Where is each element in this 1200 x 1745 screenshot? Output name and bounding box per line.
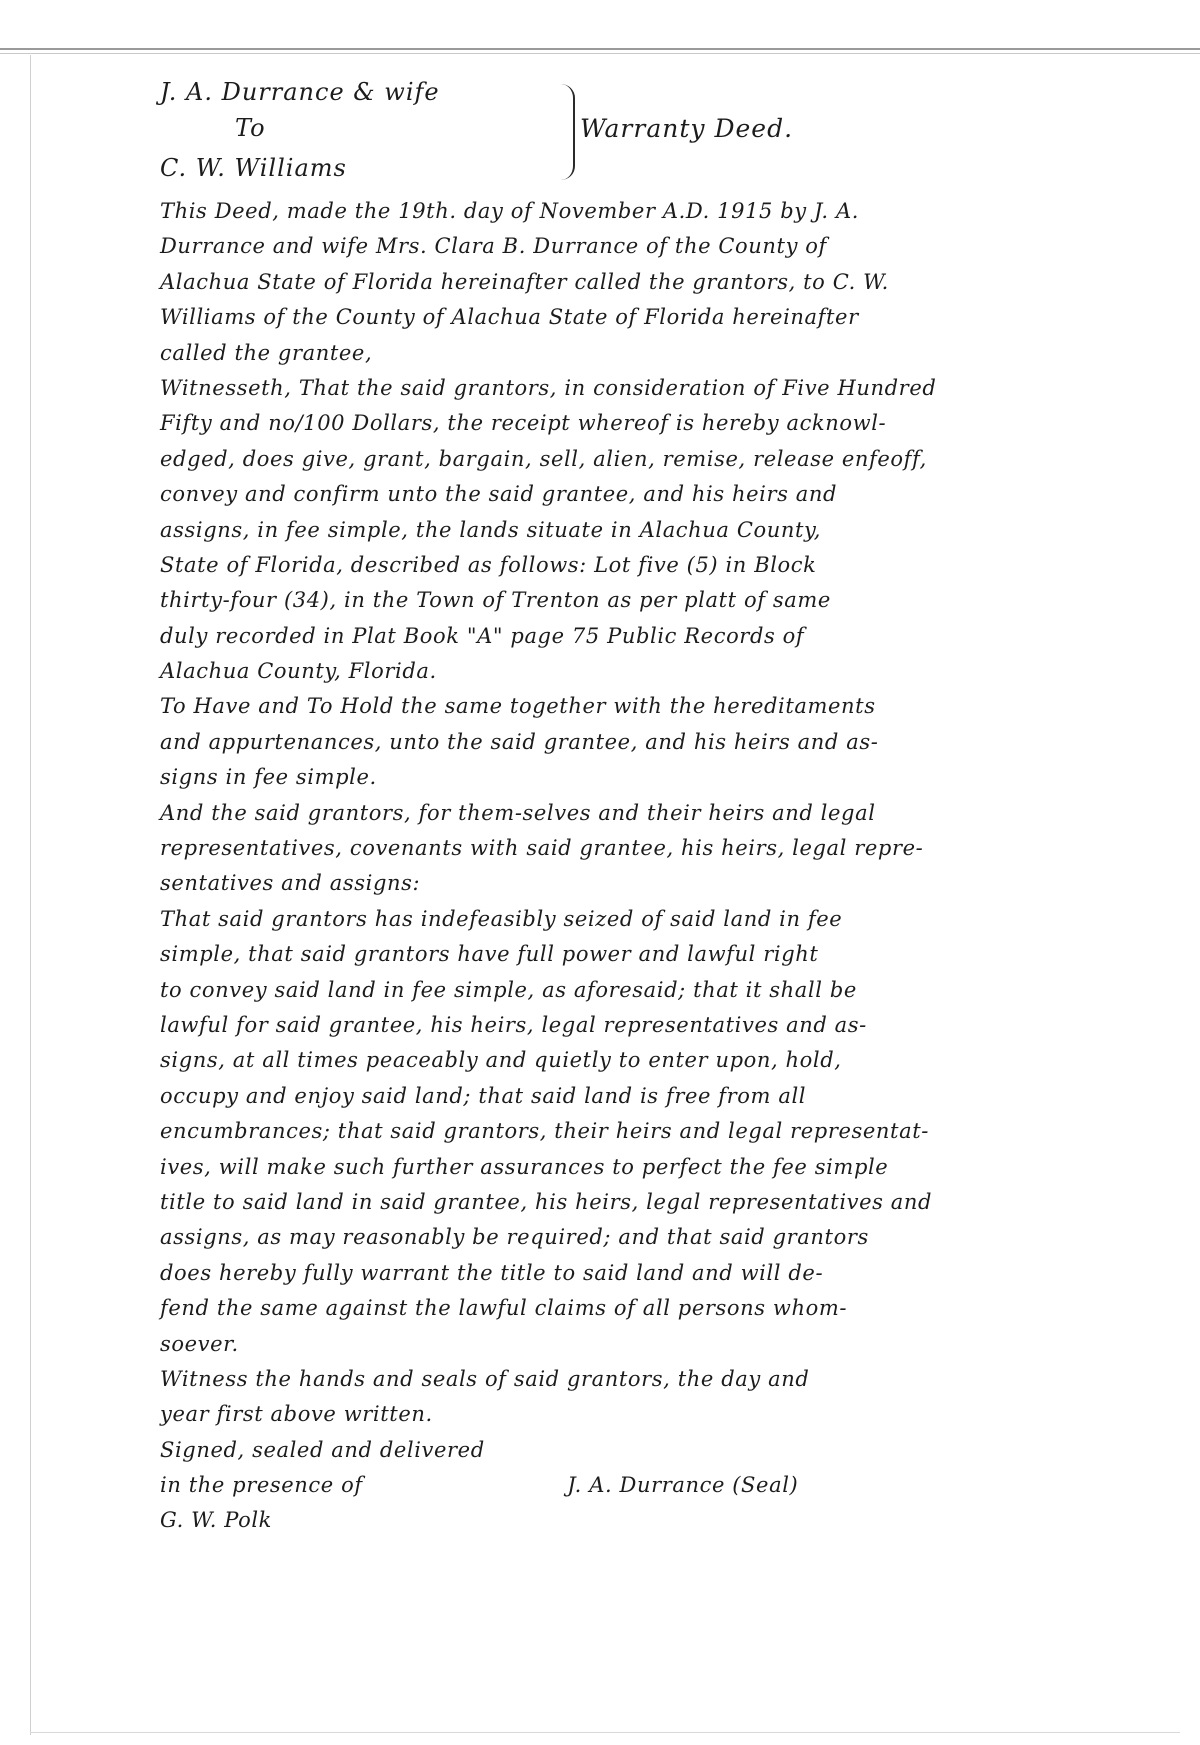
deed-line: to convey said land in fee simple, as aforesaid; that it shall be bbox=[160, 977, 857, 1002]
deed-line: soever. bbox=[160, 1331, 239, 1356]
heading-brace bbox=[555, 84, 575, 180]
deed-line: simple, that said grantors have full power and lawful right bbox=[160, 942, 819, 967]
deed-line: signs in fee simple. bbox=[160, 765, 377, 790]
deed-line: called the grantee, bbox=[160, 340, 373, 365]
deed-line: title to said land in said grantee, his heirs, legal representatives and bbox=[160, 1189, 933, 1214]
deed-line: To Have and To Hold the same together with the hereditaments bbox=[160, 694, 876, 719]
deed-line: That said grantors has indefeasibly seized of said land in fee bbox=[160, 906, 843, 931]
deed-lines bbox=[160, 194, 1160, 1468]
left-margin-rule bbox=[30, 55, 31, 1735]
deed-body-text bbox=[160, 194, 1160, 1539]
deed-line: assigns, as may reasonably be required; and that said grantors bbox=[160, 1225, 869, 1250]
deed-line: convey and confirm unto the said grantee, and his heirs and bbox=[160, 482, 838, 507]
deed-line: Witness the hands and seals of said grantors, the day and bbox=[160, 1366, 810, 1391]
deed-line: occupy and enjoy said land; that said land is free from all bbox=[160, 1083, 807, 1108]
deed-line: Williams of the County of Alachua State of Florida hereinafter bbox=[160, 305, 859, 330]
grantor-signature: J. A. Durrance (Seal) bbox=[567, 1473, 799, 1498]
deed-line: representatives, covenants with said grantee, his heirs, legal repre- bbox=[160, 836, 924, 861]
to-word: To bbox=[235, 114, 266, 142]
deed-line: fend the same against the lawful claims of all persons whom- bbox=[160, 1296, 848, 1321]
deed-line: thirty-four (34), in the Town of Trenton as per platt of same bbox=[160, 588, 831, 613]
deed-line: encumbrances; that said grantors, their heirs and legal representat- bbox=[160, 1119, 929, 1144]
deed-line: Signed, sealed and delivered bbox=[160, 1437, 485, 1462]
grantee-name: C. W. Williams bbox=[160, 154, 347, 182]
deed-line: Fifty and no/100 Dollars, the receipt whereof is hereby acknowl- bbox=[160, 411, 887, 436]
deed-line: year first above written. bbox=[160, 1402, 433, 1427]
deed-line: Alachua State of Florida hereinafter called the grantors, to C. W. bbox=[160, 269, 889, 294]
witness-line bbox=[160, 1503, 1160, 1538]
deed-line: Alachua County, Florida. bbox=[160, 659, 437, 684]
deed-line: lawful for said grantee, his heirs, legal representatives and as- bbox=[160, 1012, 867, 1037]
deed-line: And the said grantors, for them-selves and their heirs and legal bbox=[160, 800, 876, 825]
deed-line: duly recorded in Plat Book "A" page 75 Public Records of bbox=[160, 623, 805, 648]
deed-line: sentatives and assigns: bbox=[160, 871, 421, 896]
bottom-edge-rule bbox=[30, 1732, 1180, 1733]
deed-line: signs, at all times peaceably and quietly to enter upon, hold, bbox=[160, 1048, 842, 1073]
witness-signature: G. W. Polk bbox=[160, 1508, 273, 1533]
deed-line: ives, will make such further assurances to perfect the fee simple bbox=[160, 1154, 889, 1179]
deed-line: assigns, in fee simple, the lands situate in Alachua County, bbox=[160, 517, 821, 542]
presence-line bbox=[160, 1468, 1160, 1503]
document-type: Warranty Deed. bbox=[580, 114, 794, 143]
deed-line: Witnesseth, That the said grantors, in consideration of Five Hundred bbox=[160, 375, 937, 400]
deed-line: Durrance and wife Mrs. Clara B. Durrance of the County of bbox=[160, 234, 827, 259]
deed-line: This Deed, made the 19th. day of November A.D. 1915 by J. A. bbox=[160, 199, 860, 223]
grantor-name: J. A. Durrance & wife bbox=[160, 78, 440, 106]
deed-line: edged, does give, grant, bargain, sell, alien, remise, release enfeoff, bbox=[160, 446, 927, 471]
deed-heading bbox=[160, 78, 1060, 188]
presence-label: in the presence of bbox=[160, 1473, 363, 1498]
deed-line: does hereby fully warrant the title to said land and will de- bbox=[160, 1260, 824, 1285]
deed-line: and appurtenances, unto the said grantee, and his heirs and as- bbox=[160, 729, 879, 754]
deed-line: State of Florida, described as follows: Lot five (5) in Block bbox=[160, 552, 817, 577]
